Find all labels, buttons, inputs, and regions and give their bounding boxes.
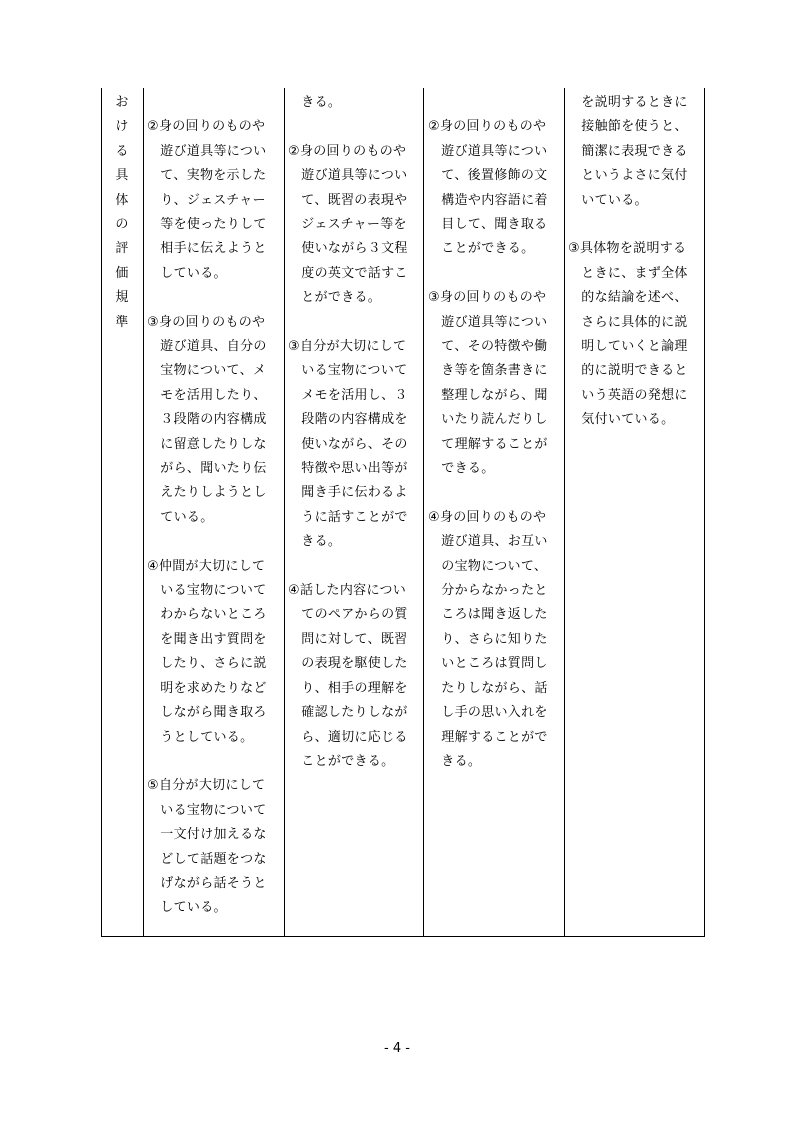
table-border-left: [101, 88, 102, 937]
cell-line: 構造や内容語に着: [428, 192, 548, 208]
cell-line: したり、さらに説: [147, 656, 267, 672]
cell-line: 分からなかったと: [428, 583, 548, 599]
cell-line: 遊び道具等につい: [428, 143, 548, 159]
cell-line: 一文付け加えるな: [147, 827, 267, 843]
col-4-cell: [568, 91, 702, 433]
cell-line: している。: [147, 900, 227, 916]
cell-line: ②身の回りのものや: [428, 119, 547, 135]
row-label-char: お: [115, 95, 129, 110]
cell-line: ころは聞き返した: [428, 607, 548, 623]
line-spacer: [147, 750, 282, 774]
cell-line: て理解することが: [428, 436, 548, 452]
line-spacer: [428, 481, 562, 505]
row-label-char: 価: [115, 265, 129, 281]
line-spacer: [147, 91, 282, 115]
table-divider: [143, 88, 144, 937]
row-label-char: け: [115, 119, 129, 135]
cell-line: うとしている。: [147, 729, 254, 745]
cell-line: 問に対して、既習: [288, 631, 408, 647]
cell-line: というよさに気付: [568, 168, 688, 184]
cell-line: わからないところ: [147, 607, 267, 623]
cell-line: 遊び道具、自分の: [147, 339, 267, 355]
cell-line: 等を使ったりして: [147, 217, 267, 233]
cell-line: 宝物について、メ: [147, 363, 267, 379]
cell-line: きる。: [428, 753, 482, 769]
row-label-char: 具: [115, 168, 129, 184]
cell-line: ③身の回りのものや: [147, 314, 266, 330]
row-label-char: 評: [115, 241, 129, 257]
cell-line: きる。: [288, 534, 342, 550]
cell-line: 使いながら３文程: [288, 241, 408, 257]
cell-line: ことができる。: [288, 753, 395, 769]
line-spacer: [147, 530, 282, 554]
cell-line: いたり読んだりし: [428, 412, 548, 428]
cell-line: ④仲間が大切にして: [147, 558, 266, 574]
cell-line: ④話した内容につい: [288, 583, 407, 599]
cell-line: うに話すことがで: [288, 509, 408, 525]
cell-line: り、さらに知りた: [428, 631, 548, 647]
cell-line: とができる。: [288, 290, 382, 306]
cell-line: 接触節を使うと、: [568, 119, 688, 135]
cell-line: 理解することがで: [428, 729, 548, 745]
table-border-right: [704, 88, 705, 937]
cell-line: し手の思い入れを: [428, 705, 548, 721]
cell-line: 簡潔に表現できる: [568, 143, 688, 159]
col-3-cell: [428, 91, 562, 774]
cell-line: きる。: [288, 95, 342, 110]
cell-line: たりしながら、話: [428, 680, 548, 696]
cell-line: 的な結論を述べ、: [568, 290, 688, 306]
line-spacer: [288, 311, 421, 335]
col-1-cell: [147, 91, 282, 921]
row-label-char: の: [115, 217, 129, 233]
cell-line: て、その特徴や働: [428, 339, 548, 355]
cell-line: ことができる。: [428, 241, 535, 257]
cell-line: 使いながら、その: [288, 436, 408, 452]
cell-line: て、実物を示した: [147, 168, 267, 184]
row-label-char: 規: [115, 290, 129, 306]
cell-line: 的に説明できると: [568, 363, 688, 379]
cell-line: 明を求めたりなど: [147, 680, 267, 696]
cell-line: 遊び道具、お互い: [428, 534, 548, 550]
cell-line: ②身の回りのものや: [147, 119, 266, 135]
line-spacer: [147, 286, 282, 310]
cell-line: り、ジェスチャー: [147, 192, 266, 208]
row-label: [112, 91, 132, 335]
cell-line: き等を箇条書きに: [428, 363, 548, 379]
cell-line: の宝物について、: [428, 558, 548, 574]
cell-line: て、後置修飾の文: [428, 168, 548, 184]
line-spacer: [288, 115, 421, 139]
cell-line: えたりしようとし: [147, 485, 267, 501]
cell-line: しながら聞き取ろ: [147, 705, 267, 721]
cell-line: いる宝物について: [147, 583, 267, 599]
cell-line: 段階の内容構成を: [288, 412, 408, 428]
cell-line: に留意したりしな: [147, 436, 267, 452]
cell-line: ③身の回りのものや: [428, 290, 547, 306]
cell-line: を説明するときに: [568, 95, 688, 110]
cell-line: を聞き出す質問を: [147, 631, 267, 647]
cell-line: メモを活用し、３: [288, 387, 408, 403]
cell-line: 遊び道具等につい: [288, 168, 408, 184]
cell-line: ら、適切に応じる: [288, 729, 408, 745]
cell-line: 遊び道具等につい: [147, 143, 267, 159]
cell-line: いている。: [568, 192, 648, 208]
cell-line: ときに、まず全体: [568, 265, 688, 281]
cell-line: 遊び道具等につい: [428, 314, 548, 330]
cell-line: いる宝物について: [288, 363, 408, 379]
cell-line: げながら話そうと: [147, 875, 267, 891]
cell-line: ③自分が大切にして: [288, 339, 407, 355]
cell-line: 目して、聞き取る: [428, 217, 548, 233]
cell-line: ②身の回りのものや: [288, 143, 407, 159]
table-divider: [564, 88, 565, 937]
cell-line: モを活用したり、: [147, 387, 267, 403]
cell-line: できる。: [428, 461, 495, 477]
cell-line: 特徴や思い出等が: [288, 461, 408, 477]
cell-line: いう英語の発想に: [568, 387, 688, 403]
cell-line: いる宝物について: [147, 802, 267, 818]
cell-line: いところは質問し: [428, 656, 548, 672]
cell-line: 気付いている。: [568, 412, 675, 428]
cell-line: ③具体物を説明する: [568, 241, 687, 257]
line-spacer: [428, 262, 562, 286]
line-spacer: [428, 91, 562, 115]
row-label-char: 体: [115, 192, 129, 208]
row-label-char: 準: [115, 314, 129, 330]
cell-line: ジェスチャー等を: [288, 217, 407, 233]
line-spacer: [288, 555, 421, 579]
cell-line: 確認したりしなが: [288, 705, 408, 721]
cell-line: て、既習の表現や: [288, 192, 408, 208]
cell-line: り、相手の理解を: [288, 680, 408, 696]
cell-line: 聞き手に伝わるよ: [288, 485, 408, 501]
table-divider: [423, 88, 424, 937]
cell-line: 整理しながら、聞: [428, 387, 548, 403]
cell-line: 度の英文で話すこ: [288, 265, 408, 281]
line-spacer: [568, 213, 702, 237]
col-2-cell: [288, 91, 421, 774]
cell-line: している。: [147, 265, 227, 281]
table-border-bottom: [101, 936, 705, 937]
cell-line: ④身の回りのものや: [428, 509, 547, 525]
page-number: - 4 -: [384, 1041, 410, 1056]
cell-line: 相手に伝えようと: [147, 241, 267, 257]
cell-line: 明していくと論理: [568, 339, 688, 355]
cell-line: がら、聞いたり伝: [147, 461, 267, 477]
cell-line: ３段階の内容構成: [147, 412, 267, 428]
row-label-char: る: [115, 143, 129, 159]
cell-line: ている。: [147, 509, 214, 525]
table-divider: [284, 88, 285, 937]
cell-line: の表現を駆使した: [288, 656, 408, 672]
cell-line: さらに具体的に説: [568, 314, 688, 330]
cell-line: てのペアからの質: [288, 607, 408, 623]
cell-line: どして話題をつな: [147, 851, 267, 867]
cell-line: ⑤自分が大切にして: [147, 778, 266, 794]
